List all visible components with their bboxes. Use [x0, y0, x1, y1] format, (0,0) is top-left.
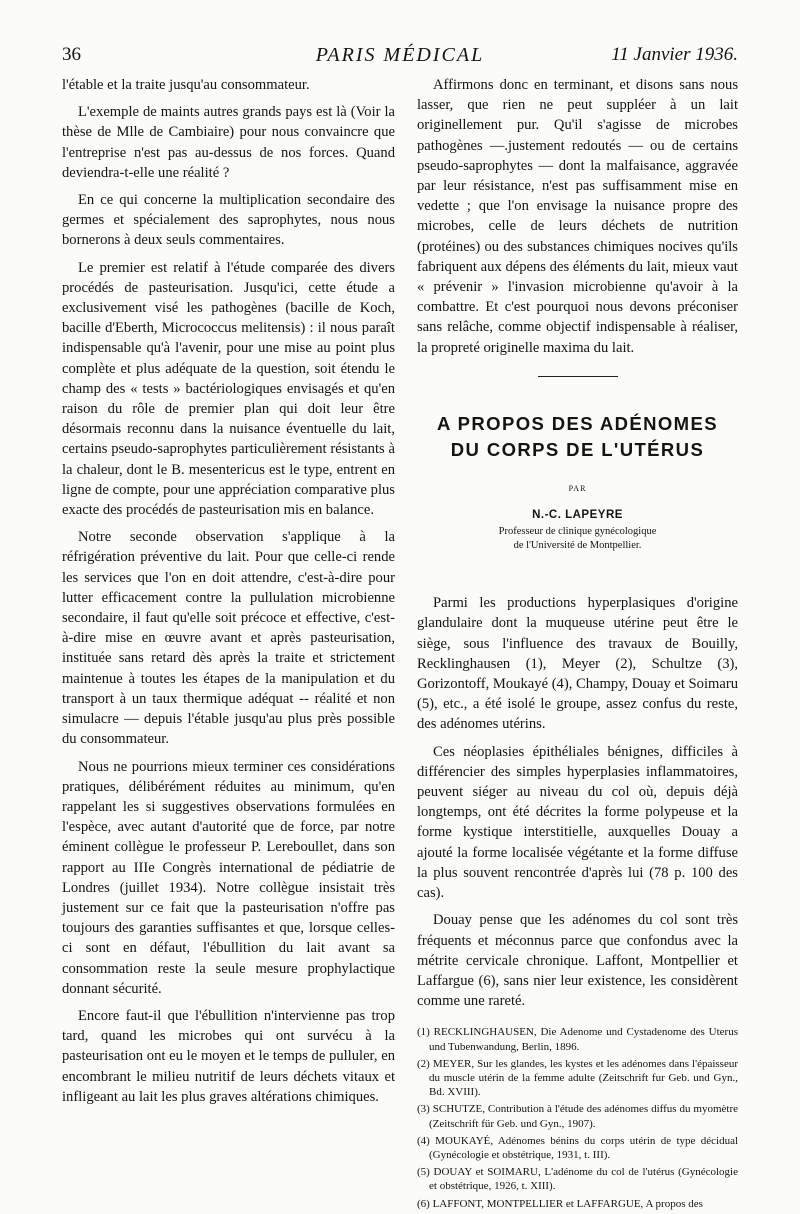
paragraph: l'étable et la traite jusqu'au consommateur.: [62, 77, 310, 93]
paragraph: Notre seconde observation s'applique à la réfrigération préventive du lait. Pour que celle-ci rende les services que l'on en doit attendre, c'est-à-dire pour lutter efficacement contre la pullulation microbienne secondaire, il faut qu'elle soit précoce et effective, c'est-à-dire mise en œuvre avant et après pasteurisation, instituée sans retard dès après la traite et strictement maintenue à toutes les étapes de la manipulation et du transport à un taux thermique adéquat -- réalité et non simulacre — depuis l'étable jusqu'au plus près possible du consommateur.: [62, 529, 395, 748]
page-number: 36: [62, 44, 81, 65]
footnote: [417, 1134, 738, 1162]
paragraph: En ce qui concerne la multiplication secondaire des germes et spécialement des saprophytes, nous nous bornerons à deux seuls commentaires.: [62, 192, 395, 249]
author-affiliation: [417, 525, 738, 553]
footnote: [417, 1197, 738, 1211]
article-title: [417, 411, 738, 463]
footnote-number: (6): [417, 1197, 430, 1210]
footnote-number: (2): [417, 1057, 430, 1070]
footnote-text: SCHUTZE, Contribution à l'étude des adénomes diffus du myomètre (Zeitschrift für Geb. und Gyn., 1907).: [429, 1103, 738, 1130]
left-column: [62, 75, 395, 1114]
paragraph: Affirmons donc en terminant, et disons sans nous lasser, que rien ne peut suppléer à un lait originellement pur. Qu'il s'agisse de microbes pathogènes —.justement redoutés — ou de certains pseudo-saprophytes — dont la malfaisance, aggravée par leur résistance, n'est pas suffisamment mise en vedette ; que l'on envisage la nuisance propre des microbes, celle de leurs déchets de nutrition (protéines) ou des substances chimiques nocives qu'ils fabriquent aux dépens des éléments du lait, mieux vaut « prévenir » l'invasion microbienne qu'avoir à la combattre. Et c'est pourquoi nous devons préconiser sans relâche, comme objectif indispensable à réaliser, la propreté originelle maxima du lait.: [417, 77, 738, 356]
footnote: [417, 1102, 738, 1130]
journal-title: PARIS MÉDICAL: [315, 44, 485, 66]
section-divider: [538, 376, 618, 377]
page-header: [62, 44, 738, 72]
footnote-text: MEYER, Sur les glandes, les kystes et les adénomes dans l'épaisseur du muscle utérin de la femme adulte (Zeitschrift fur Geb. und Gyn., Bd. XVIII).: [429, 1057, 739, 1099]
footnote-number: (5): [417, 1166, 430, 1179]
article-title-line: A PROPOS DES ADÉNOMES: [437, 412, 718, 434]
footnote-number: (1): [417, 1026, 430, 1039]
paragraph: L'exemple de maints autres grands pays est là (Voir la thèse de Mlle de Cambiaire) pour nous convaincre que l'entreprise n'est pas au-dessus de nos forces. Quand deviendra-t-elle une réalité ?: [62, 104, 395, 181]
right-column: [417, 75, 738, 1214]
footnote-text: DOUAY et SOIMARU, L'adénome du col de l'utérus (Gynécologie et obstétrique, 1926, t. XIII).: [429, 1166, 739, 1193]
paragraph: Le premier est relatif à l'étude comparée des divers procédés de pasteurisation. Jusqu'ici, cette étude a exclusivement visé les pathogènes (bacille de Koch, bacille d'Eberth, Micrococcus melitensis) : il nous paraît indispensable qu'à l'avenir, pour une mise au point plus complète et plus adéquate de la question, soit étendu le champ des « tests » bactériologiques envisagés et qu'en raison du rôle de premier plan qui doit leur être désormais reconnu dans la nuisance éventuelle du lait, certains pseudo-saprophytes particulièrement résistants à la chaleur, dont le B. mesentericus est le type, entrent en ligne de compte, pour une appréciation comparative plus exacte des procédés de pasteurisation mis en balance.: [62, 259, 395, 519]
byline-par: PAR: [568, 483, 587, 493]
footnote-text: MOUKAYÉ, Adénomes bénins du corps utérin de type décidual (Gynécologie et obstétrique, 1931, t. III).: [429, 1134, 739, 1161]
footnotes: [417, 1025, 738, 1210]
issue-date: 11 Janvier 1936.: [611, 44, 738, 65]
footnote: [417, 1025, 738, 1053]
footnote-number: (4): [417, 1134, 430, 1147]
footnote-text: RECKLINGHAUSEN, Die Adenome und Cystadenome des Uterus und Tubenwandung, Berlin, 1896.: [429, 1026, 738, 1053]
footnote: [417, 1165, 738, 1193]
author-role-line: de l'Université de Montpellier.: [513, 540, 642, 552]
author-role-line: Professeur de clinique gynécologique: [498, 526, 657, 538]
paragraph: Nous ne pourrions mieux terminer ces considérations pratiques, délibérément réduites au minimum, qu'en rappelant les si suggestives observations formulées en l'espèce, avec autant d'autorité que de force, par notre éminent collègue le professeur P. Lereboullet, dans son rapport au IIIe Congrès international de pédiatrie de Londres (juillet 1934). Notre collègue insistait très justement sur ce fait que la pasteurisation n'offre pas toujours des garanties suffisantes et que, lorsque celles-ci sont en défaut, l'ébullition du lait avant sa consommation reste la seule mesure prophylactique donnant sécurité.: [62, 758, 395, 997]
article-title-line: DU CORPS DE L'UTÉRUS: [450, 438, 705, 460]
paragraph: Douay pense que les adénomes du col sont très fréquents et méconnus parce que confondus avec la métrite cervicale chronique. Laffont, Montpellier et Laffargue (6), sans nier leur existence, les considèrent comme une rareté.: [417, 912, 738, 1010]
author-name: N.-C. LAPEYRE: [532, 509, 623, 522]
paragraph: Parmi les productions hyperplasiques d'origine glandulaire dont la muqueuse utérine peut être le siège, sous l'influence des travaux de Bouilly, Recklinghausen (1), Meyer (2), Schultze (3), Gorizontoff, Moukayé (4), Champy, Douay et Soimaru (5), etc., a été isolé le groupe, assez confus du reste, des adénomes utérins.: [417, 595, 738, 733]
paragraph: Ces néoplasies épithéliales bénignes, difficiles à différencier des simples hyperplasies inflammatoires, peuvent siéger au niveau du col où, depuis déjà longtemps, ont été décrites la forme polypeuse et la forme kystique interstitielle, auxquelles Douay a ajouté la forme localisée végétante et la forme diffuse la plus souvent rencontrée d'après lui (78 p. 100 des cas).: [417, 743, 738, 902]
footnote: [417, 1057, 738, 1100]
paragraph: Encore faut-il que l'ébullition n'intervienne pas trop tard, quand les microbes qui ont survécu à la pasteurisation ont eu le moyen et le temps de pulluler, en encombrant le milieu nutritif de leurs déchets vitaux et infligeant au lait les plus graves altérations chimiques.: [62, 1007, 395, 1105]
footnote-text: LAFFONT, MONTPELLIER et LAFFARGUE, A propos des: [432, 1197, 703, 1210]
footnote-number: (3): [417, 1103, 430, 1116]
